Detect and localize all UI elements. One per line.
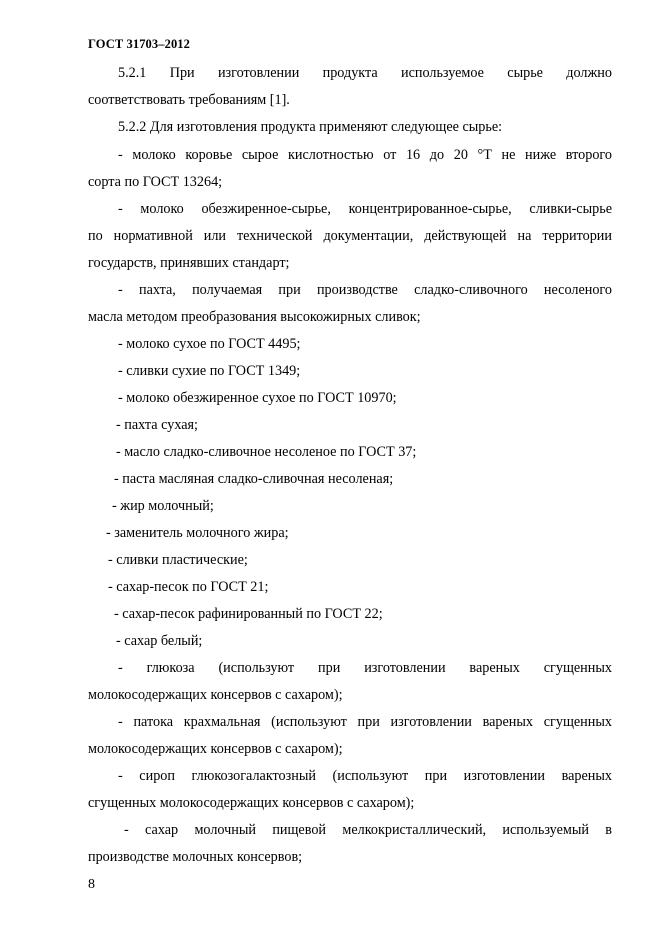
list-item-line: - сахар-песок рафинированный по ГОСТ 22; <box>114 606 383 622</box>
list-item-line: производстве молочных консервов; <box>88 849 303 865</box>
page-number: 8 <box>88 877 95 892</box>
paragraph-line: соответствовать требованиям [1]. <box>88 92 290 108</box>
list-item-line: - молоко обезжиренное-сырье, концентрированное-сырье, сливки-сырье <box>118 201 612 217</box>
list-item-line: - пахта, получаемая при производстве сладко-сливочного несоленого <box>118 282 612 298</box>
list-item-line: - патока крахмальная (используют при изготовлении вареных сгущенных <box>118 714 612 730</box>
list-item-line: - молоко коровье сырое кислотностью от 16 до 20 °Т не ниже второго <box>118 147 612 163</box>
list-item-line: - паста масляная сладко-сливочная несоленая; <box>114 471 394 487</box>
paragraph-line: 5.2.1 При изготовлении продукта используемое сырье должно <box>118 65 612 81</box>
list-item-line: масла методом преобразования высокожирных сливок; <box>88 309 421 325</box>
paragraph-line: 5.2.2 Для изготовления продукта применяют следующее сырье: <box>118 119 503 135</box>
list-item-line: - пахта сухая; <box>116 417 198 433</box>
list-item-line: - масло сладко-сливочное несоленое по ГОСТ 37; <box>116 444 417 460</box>
list-item-line: сорта по ГОСТ 13264; <box>88 174 223 190</box>
list-item-line: - сахар-песок по ГОСТ 21; <box>108 579 269 595</box>
list-item-line: - молоко сухое по ГОСТ 4495; <box>118 336 301 352</box>
list-item-line: молокосодержащих консервов с сахаром); <box>88 687 343 703</box>
list-item-line: - сахар белый; <box>116 633 203 649</box>
list-item-line: - сироп глюкозогалактозный (используют при изготовлении вареных <box>118 768 612 784</box>
list-item-line: - заменитель молочного жира; <box>106 525 289 541</box>
list-item-line: - жир молочный; <box>112 498 214 514</box>
list-item-line: государств, принявших стандарт; <box>88 255 290 271</box>
page-header: ГОСТ 31703–2012 <box>88 37 191 51</box>
list-item-line: сгущенных молокосодержащих консервов с сахаром); <box>88 795 415 811</box>
list-item-line: - глюкоза (используют при изготовлении вареных сгущенных <box>118 660 612 676</box>
list-item-line: по нормативной или технической документации, действующей на территории <box>88 228 612 244</box>
list-item-line: - сливки пластические; <box>108 552 248 568</box>
list-item-line: молокосодержащих консервов с сахаром); <box>88 741 343 757</box>
list-item-line: - молоко обезжиренное сухое по ГОСТ 10970; <box>118 390 397 406</box>
list-item-line: - сахар молочный пищевой мелкокристаллический, используемый в <box>124 822 612 838</box>
list-item-line: - сливки сухие по ГОСТ 1349; <box>118 363 301 379</box>
